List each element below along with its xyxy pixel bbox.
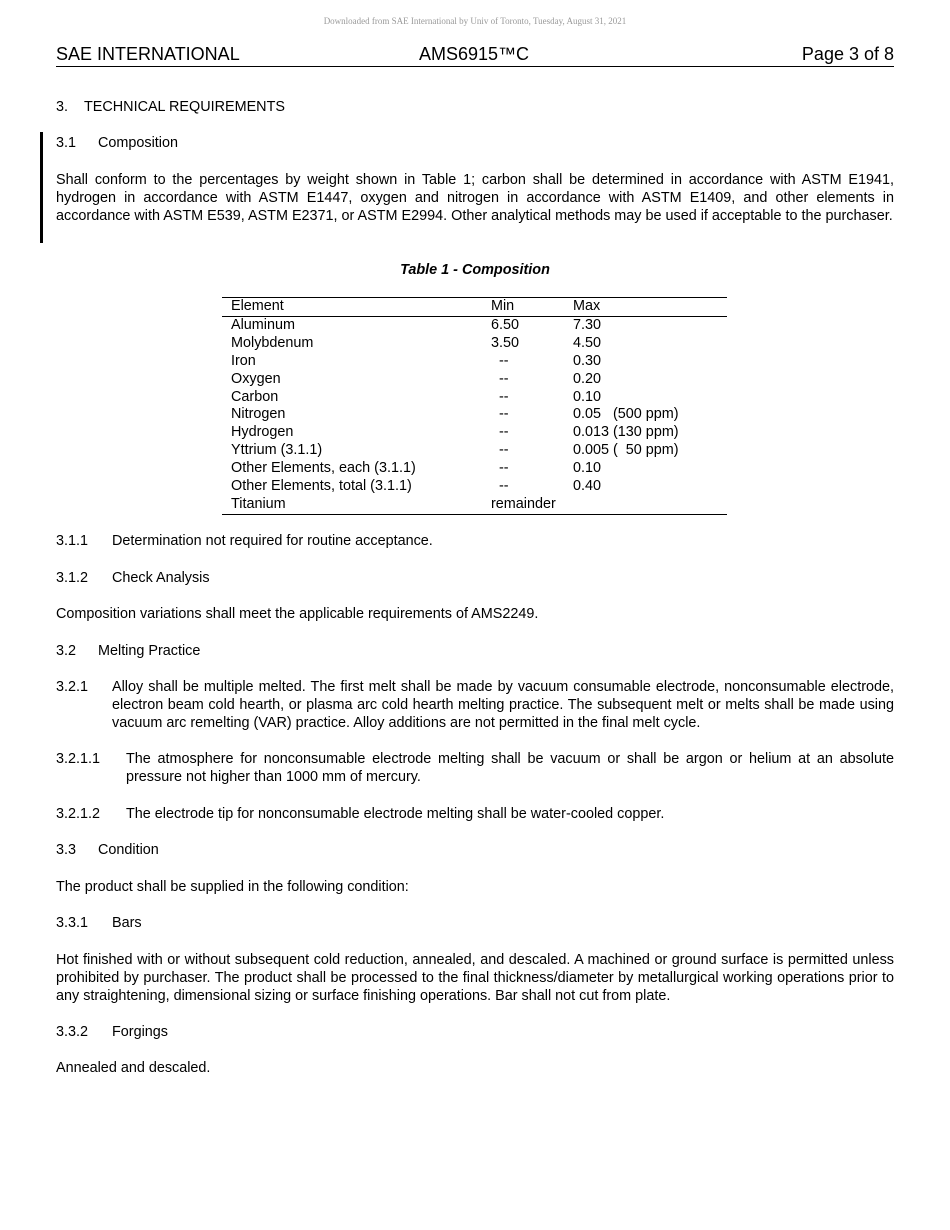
section-number: 3.3.1 xyxy=(56,915,89,931)
max-cell: 0.30 xyxy=(573,352,602,369)
section-number: 3.2.1 xyxy=(56,679,89,695)
section-number: 3.1 xyxy=(56,135,77,151)
table-row xyxy=(222,442,727,460)
section-3-1-heading xyxy=(56,134,894,152)
element-cell: Aluminum xyxy=(231,316,295,333)
composition-table xyxy=(222,297,727,515)
element-cell: Iron xyxy=(231,352,256,369)
table-header-row xyxy=(222,298,727,317)
section-number: 3.1.2 xyxy=(56,570,89,586)
section-3-2-heading xyxy=(56,642,894,660)
table-row xyxy=(222,335,727,353)
section-title: Check Analysis xyxy=(112,570,210,586)
min-cell: -- xyxy=(499,478,509,495)
section-3-1-paragraph: Shall conform to the percentages by weight shown in Table 1; carbon shall be determined in accordance with ASTM E1941, hydrogen in accordance with ASTM E1447, oxygen and nitrogen in accordance with ASTM E1409, and other elements in accordance with ASTM E539, ASTM E2371, or ASTM E2994. Other analytical methods may be used if acceptable to the purchaser. xyxy=(56,172,894,224)
element-cell: Oxygen xyxy=(231,370,281,387)
section-title: Forgings xyxy=(112,1024,168,1040)
section-title: Condition xyxy=(98,842,159,858)
table-row xyxy=(222,316,727,334)
min-cell: 3.50 xyxy=(491,334,520,351)
section-3-2-1 xyxy=(56,678,894,732)
section-text: The atmosphere for nonconsumable electrode melting shall be vacuum or shall be argon or helium at an absolute pressure not higher than 1000 mm of mercury. xyxy=(126,751,894,785)
section-text: Alloy shall be multiple melted. The first melt shall be made by vacuum consumable electrode, nonconsumable electrode, electron beam cold hearth, or plasma arc cold hearth melting practice. The subsequent melt or melts shall be made using vacuum arc remelting (VAR) practice. Alloy additions are not permitted in the final melt cycle. xyxy=(112,679,894,731)
table-row xyxy=(222,353,727,371)
table-row xyxy=(222,371,727,389)
table-row xyxy=(222,496,727,514)
max-cell: 0.40 xyxy=(573,478,602,495)
section-title: TECHNICAL REQUIREMENTS xyxy=(84,99,285,115)
revision-change-bar xyxy=(40,132,43,243)
download-watermark: Downloaded from SAE International by Univ of Toronto, Tuesday, August 31, 2021 xyxy=(323,16,627,26)
section-3-1-2-paragraph: Composition variations shall meet the applicable requirements of AMS2249. xyxy=(56,606,539,622)
max-cell: 0.005 ( 50 ppm) xyxy=(573,442,679,459)
table-row xyxy=(222,424,727,442)
section-title: Composition xyxy=(98,135,178,151)
section-number: 3.3 xyxy=(56,842,77,858)
table-row xyxy=(222,389,727,407)
table-row xyxy=(222,478,727,496)
min-cell: -- xyxy=(499,370,509,387)
element-cell: Other Elements, each (3.1.1) xyxy=(231,460,416,477)
max-cell: 0.013 (130 ppm) xyxy=(573,424,679,441)
min-cell: -- xyxy=(499,424,509,441)
header-page-number: Page 3 of 8 xyxy=(801,44,894,64)
section-3-3-heading xyxy=(56,841,894,859)
table-row xyxy=(222,460,727,478)
element-cell: Hydrogen xyxy=(231,424,294,441)
section-title: Melting Practice xyxy=(98,643,201,659)
table-caption: Table 1 - Composition xyxy=(400,262,550,278)
header-max: Max xyxy=(573,298,727,317)
min-cell: 6.50 xyxy=(491,316,520,333)
min-cell: -- xyxy=(499,460,509,477)
max-cell xyxy=(573,496,727,514)
min-cell: -- xyxy=(499,406,509,423)
section-title: Bars xyxy=(112,915,142,931)
section-3-3-paragraph: The product shall be supplied in the following condition: xyxy=(56,879,409,895)
header-element: Element xyxy=(222,298,491,317)
section-3-2-1-1 xyxy=(56,750,894,786)
section-number: 3.3.2 xyxy=(56,1024,89,1040)
section-number: 3.2.1.1 xyxy=(56,751,101,767)
max-cell: 4.50 xyxy=(573,334,602,351)
max-cell: 7.30 xyxy=(573,316,602,333)
element-cell: Molybdenum xyxy=(231,334,314,351)
section-3-3-2-heading xyxy=(56,1023,894,1041)
element-cell: Titanium xyxy=(231,495,286,512)
min-cell: -- xyxy=(499,352,509,369)
max-cell: 0.10 xyxy=(573,460,602,477)
element-cell: Yttrium (3.1.1) xyxy=(231,442,323,459)
element-cell: Nitrogen xyxy=(231,406,286,423)
header-org: SAE INTERNATIONAL xyxy=(56,44,240,64)
section-3-3-1-paragraph: Hot finished with or without subsequent cold reduction, annealed, and descaled. A machined or ground surface is permitted unless prohibited by purchaser. The product shall be processed to the final thickness/diameter by metallurgical working operations prior to any straightening, dimensional sizing or surface finishing operations. Bar shall not cut from plate. xyxy=(56,952,894,1004)
max-cell: 0.05 (500 ppm) xyxy=(573,406,679,423)
section-3-3-1-heading xyxy=(56,914,894,932)
header-doc-number: AMS6915™C xyxy=(419,44,530,64)
section-number: 3.1.1 xyxy=(56,533,89,549)
max-cell: 0.10 xyxy=(573,388,602,405)
section-text: Determination not required for routine acceptance. xyxy=(112,533,433,549)
section-3-1-2-heading xyxy=(56,569,894,587)
element-cell: Carbon xyxy=(231,388,279,405)
min-cell: -- xyxy=(499,388,509,405)
section-number: 3.2 xyxy=(56,643,77,659)
section-3-3-2-paragraph: Annealed and descaled. xyxy=(56,1060,211,1076)
min-cell: remainder xyxy=(491,495,556,512)
min-cell: -- xyxy=(499,442,509,459)
section-text: The electrode tip for nonconsumable electrode melting shall be water-cooled copper. xyxy=(126,806,665,822)
section-number: 3. xyxy=(56,99,69,115)
max-cell: 0.20 xyxy=(573,370,602,387)
table-row xyxy=(222,406,727,424)
section-3-heading xyxy=(56,98,894,116)
section-number: 3.2.1.2 xyxy=(56,806,101,822)
section-3-2-1-2 xyxy=(56,805,894,823)
page-header xyxy=(56,44,894,67)
header-min: Min xyxy=(491,298,573,317)
section-3-1-1 xyxy=(56,532,894,550)
element-cell: Other Elements, total (3.1.1) xyxy=(231,478,412,495)
